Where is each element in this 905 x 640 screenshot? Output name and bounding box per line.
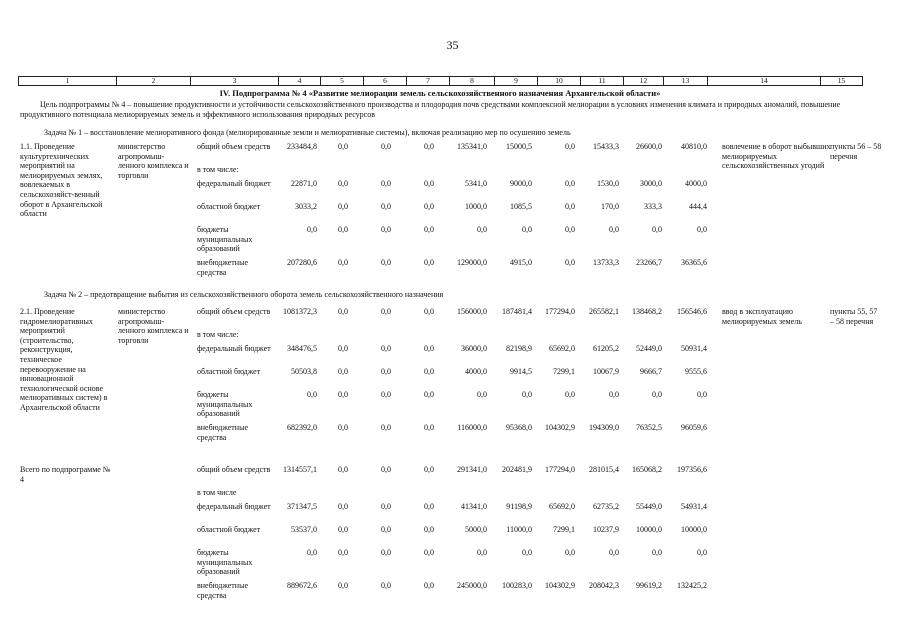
reference: пункты 56 – 58 перечня — [830, 142, 882, 161]
amount-cell: 52449,0 — [636, 344, 662, 353]
header-col-5: 5 — [321, 77, 364, 86]
measure-name: 1.1. Проведение культуртехнических мероприятий на мелиорируемых землях, вовлекаемых в сельскохозяйст-венный оборот в Архангельской области — [20, 142, 103, 219]
amount-cell: 0,0 — [522, 390, 532, 399]
amount-cell: 0,0 — [338, 548, 348, 557]
amount-cell: 187481,4 — [502, 307, 532, 316]
header-col-4: 4 — [279, 77, 321, 86]
amount-cell: 4000,0 — [465, 367, 487, 376]
amount-cell: 0,0 — [424, 502, 434, 511]
amount-cell: 333,3 — [644, 202, 662, 211]
amount-cell: 10000,0 — [681, 525, 707, 534]
amount-cell: 0,0 — [381, 548, 391, 557]
amount-cell: 0,0 — [477, 225, 487, 234]
amount-cell: 1000,0 — [465, 202, 487, 211]
amount-cell: 0,0 — [381, 344, 391, 353]
measure-name: Всего по подпрограмме № 4 — [20, 465, 111, 484]
amount-cell: 0,0 — [424, 142, 434, 151]
amount-cell: 207280,6 — [287, 258, 317, 267]
amount-cell: 208042,3 — [589, 581, 619, 590]
column-number-header — [18, 76, 863, 86]
amount-cell: 0,0 — [424, 581, 434, 590]
amount-cell: 26600,0 — [636, 142, 662, 151]
amount-cell: 40810,0 — [681, 142, 707, 151]
amount-cell: 0,0 — [338, 179, 348, 188]
header-col-14: 14 — [708, 77, 821, 86]
header-col-10: 10 — [538, 77, 581, 86]
amount-cell: 682392,0 — [287, 423, 317, 432]
amount-cell: 156546,6 — [677, 307, 707, 316]
funding-source: внебюджетные средства — [197, 258, 248, 277]
amount-cell: 0,0 — [565, 390, 575, 399]
amount-cell: 0,0 — [424, 548, 434, 557]
amount-cell: 100283,0 — [502, 581, 532, 590]
funding-source: внебюджетные средства — [197, 581, 248, 600]
amount-cell: 0,0 — [307, 390, 317, 399]
amount-cell: 371347,5 — [287, 502, 317, 511]
amount-cell: 50931,4 — [681, 344, 707, 353]
amount-cell: 1085,5 — [510, 202, 532, 211]
funding-source: бюджеты муниципальных образований — [197, 548, 253, 577]
amount-cell: 36000,0 — [461, 344, 487, 353]
amount-cell: 104302,9 — [545, 423, 575, 432]
amount-cell: 0,0 — [381, 179, 391, 188]
amount-cell: 0,0 — [609, 548, 619, 557]
amount-cell: 0,0 — [477, 390, 487, 399]
subprogram-title: IV. Подпрограмма № 4 «Развитие мелиорации земель сельскохозяйственного назначения Архангельской области» — [219, 88, 661, 98]
amount-cell: 82198,9 — [506, 344, 532, 353]
funding-source: в том числе: — [197, 165, 239, 174]
header-col-12: 12 — [624, 77, 664, 86]
amount-cell: 265582,1 — [589, 307, 619, 316]
amount-cell: 0,0 — [477, 548, 487, 557]
funding-source: общий объем средств — [197, 307, 271, 316]
amount-cell: 233484,8 — [287, 142, 317, 151]
amount-cell: 91198,9 — [506, 502, 532, 511]
funding-source: в том числе — [197, 488, 237, 497]
amount-cell: 15000,5 — [506, 142, 532, 151]
amount-cell: 0,0 — [381, 142, 391, 151]
amount-cell: 3000,0 — [640, 179, 662, 188]
header-col-9: 9 — [495, 77, 538, 86]
amount-cell: 10067,9 — [593, 367, 619, 376]
executor: министерство агропромыш-ленного комплекса и торговли — [118, 307, 189, 345]
funding-source: бюджеты муниципальных образований — [197, 225, 253, 254]
amount-cell: 13733,3 — [593, 258, 619, 267]
amount-cell: 0,0 — [565, 258, 575, 267]
amount-cell: 10237,9 — [593, 525, 619, 534]
task-2-heading: Задача № 2 – предотвращение выбытия из сельскохозяйственного оборота земель сельскохозяйственного назначения — [44, 290, 444, 299]
amount-cell: 0,0 — [424, 344, 434, 353]
amount-cell: 170,0 — [601, 202, 619, 211]
funding-source: общий объем средств — [197, 142, 271, 151]
amount-cell: 177294,0 — [545, 465, 575, 474]
amount-cell: 0,0 — [609, 390, 619, 399]
amount-cell: 0,0 — [381, 465, 391, 474]
amount-cell: 5000,0 — [465, 525, 487, 534]
header-col-8: 8 — [450, 77, 495, 86]
amount-cell: 9914,5 — [510, 367, 532, 376]
amount-cell: 0,0 — [381, 581, 391, 590]
amount-cell: 0,0 — [307, 225, 317, 234]
funding-source: бюджеты муниципальных образований — [197, 390, 253, 419]
amount-cell: 0,0 — [424, 525, 434, 534]
expected-result: вовлечение в оборот выбывших мелиорируемых сельскохозяйственных угодий — [722, 142, 831, 171]
amount-cell: 0,0 — [338, 581, 348, 590]
amount-cell: 0,0 — [697, 548, 707, 557]
header-col-6: 6 — [364, 77, 407, 86]
header-col-11: 11 — [581, 77, 624, 86]
amount-cell: 0,0 — [424, 390, 434, 399]
amount-cell: 55449,0 — [636, 502, 662, 511]
amount-cell: 889672,6 — [287, 581, 317, 590]
amount-cell: 4000,0 — [685, 179, 707, 188]
amount-cell: 99619,2 — [636, 581, 662, 590]
amount-cell: 0,0 — [338, 465, 348, 474]
header-col-3: 3 — [191, 77, 279, 86]
amount-cell: 7299,1 — [553, 367, 575, 376]
funding-source: в том числе: — [197, 330, 239, 339]
amount-cell: 0,0 — [338, 202, 348, 211]
amount-cell: 291341,0 — [457, 465, 487, 474]
amount-cell: 0,0 — [338, 344, 348, 353]
amount-cell: 0,0 — [381, 202, 391, 211]
amount-cell: 9666,7 — [640, 367, 662, 376]
funding-source: областной бюджет — [197, 367, 261, 376]
funding-source: областной бюджет — [197, 202, 261, 211]
amount-cell: 0,0 — [565, 142, 575, 151]
amount-cell: 0,0 — [565, 548, 575, 557]
amount-cell: 22871,0 — [291, 179, 317, 188]
amount-cell: 156000,0 — [457, 307, 487, 316]
header-col-15: 15 — [821, 77, 863, 86]
amount-cell: 0,0 — [424, 179, 434, 188]
task-1-heading: Задача № 1 – восстановление мелиоративного фонда (мелиорированные земли и мелиоративные системы), включая реализацию мер по осушению земель — [44, 128, 571, 137]
amount-cell: 0,0 — [424, 423, 434, 432]
expected-result: ввод в эксплуатацию мелиорируемых земель — [722, 307, 802, 326]
amount-cell: 65692,0 — [549, 344, 575, 353]
amount-cell: 132425,2 — [677, 581, 707, 590]
amount-cell: 0,0 — [697, 225, 707, 234]
amount-cell: 0,0 — [381, 423, 391, 432]
funding-source: общий объем средств — [197, 465, 271, 474]
amount-cell: 54931,4 — [681, 502, 707, 511]
amount-cell: 202481,9 — [502, 465, 532, 474]
amount-cell: 62735,2 — [593, 502, 619, 511]
amount-cell: 61205,2 — [593, 344, 619, 353]
amount-cell: 0,0 — [338, 225, 348, 234]
amount-cell: 5341,0 — [465, 179, 487, 188]
amount-cell: 53537,0 — [291, 525, 317, 534]
amount-cell: 76352,5 — [636, 423, 662, 432]
amount-cell: 1081372,3 — [283, 307, 317, 316]
amount-cell: 9000,0 — [510, 179, 532, 188]
amount-cell: 0,0 — [338, 502, 348, 511]
amount-cell: 0,0 — [338, 423, 348, 432]
amount-cell: 0,0 — [652, 390, 662, 399]
amount-cell: 0,0 — [338, 367, 348, 376]
amount-cell: 138468,2 — [632, 307, 662, 316]
funding-source: внебюджетные средства — [197, 423, 248, 442]
amount-cell: 36365,6 — [681, 258, 707, 267]
amount-cell: 165068,2 — [632, 465, 662, 474]
amount-cell: 96059,6 — [681, 423, 707, 432]
amount-cell: 0,0 — [381, 525, 391, 534]
amount-cell: 0,0 — [565, 225, 575, 234]
amount-cell: 0,0 — [381, 367, 391, 376]
amount-cell: 0,0 — [522, 225, 532, 234]
amount-cell: 281015,4 — [589, 465, 619, 474]
amount-cell: 50503,8 — [291, 367, 317, 376]
amount-cell: 0,0 — [609, 225, 619, 234]
amount-cell: 0,0 — [652, 548, 662, 557]
amount-cell: 65692,0 — [549, 502, 575, 511]
amount-cell: 0,0 — [565, 179, 575, 188]
amount-cell: 11000,0 — [506, 525, 532, 534]
amount-cell: 95368,0 — [506, 423, 532, 432]
amount-cell: 9555,6 — [685, 367, 707, 376]
amount-cell: 135341,0 — [457, 142, 487, 151]
amount-cell: 0,0 — [381, 225, 391, 234]
amount-cell: 0,0 — [652, 225, 662, 234]
amount-cell: 0,0 — [424, 258, 434, 267]
page-number: 35 — [446, 38, 459, 52]
amount-cell: 245000,0 — [457, 581, 487, 590]
amount-cell: 0,0 — [565, 202, 575, 211]
amount-cell: 0,0 — [338, 307, 348, 316]
amount-cell: 348476,5 — [287, 344, 317, 353]
amount-cell: 0,0 — [424, 465, 434, 474]
funding-source: федеральный бюджет — [197, 344, 271, 353]
amount-cell: 1314557,1 — [283, 465, 317, 474]
amount-cell: 41341,0 — [461, 502, 487, 511]
amount-cell: 10000,0 — [636, 525, 662, 534]
amount-cell: 177294,0 — [545, 307, 575, 316]
reference: пункты 55, 57 – 58 перечня — [830, 307, 878, 326]
amount-cell: 0,0 — [307, 548, 317, 557]
amount-cell: 0,0 — [697, 390, 707, 399]
amount-cell: 0,0 — [424, 225, 434, 234]
amount-cell: 0,0 — [338, 258, 348, 267]
amount-cell: 116000,0 — [457, 423, 487, 432]
amount-cell: 7299,1 — [553, 525, 575, 534]
funding-source: федеральный бюджет — [197, 502, 271, 511]
amount-cell: 197356,6 — [677, 465, 707, 474]
header-col-7: 7 — [407, 77, 450, 86]
amount-cell: 23266,7 — [636, 258, 662, 267]
amount-cell: 104302,9 — [545, 581, 575, 590]
amount-cell: 0,0 — [522, 548, 532, 557]
funding-source: областной бюджет — [197, 525, 261, 534]
amount-cell: 15433,3 — [593, 142, 619, 151]
header-col-13: 13 — [664, 77, 708, 86]
amount-cell: 1530,0 — [597, 179, 619, 188]
amount-cell: 0,0 — [381, 307, 391, 316]
amount-cell: 0,0 — [381, 390, 391, 399]
amount-cell: 0,0 — [338, 525, 348, 534]
header-col-2: 2 — [117, 77, 191, 86]
amount-cell: 0,0 — [381, 502, 391, 511]
amount-cell: 4915,0 — [510, 258, 532, 267]
funding-source: федеральный бюджет — [197, 179, 271, 188]
amount-cell: 194309,0 — [589, 423, 619, 432]
executor: министерство агропромыш-ленного комплекса и торговли — [118, 142, 189, 180]
amount-cell: 129000,0 — [457, 258, 487, 267]
measure-name: 2.1. Проведение гидромелиоративных мероприятий (строительство, реконструкция, техническое перевооружение на инновационной технологической основе мелиоративных систем) в Архангельской области — [20, 307, 108, 412]
amount-cell: 444,4 — [689, 202, 707, 211]
amount-cell: 0,0 — [424, 367, 434, 376]
amount-cell: 0,0 — [338, 390, 348, 399]
amount-cell: 3033,2 — [295, 202, 317, 211]
goal-text: Цель подпрограммы № 4 – повышение продуктивности и устойчивости сельскохозяйственного производства и плодородия почв средствами комплексной мелиорации в условиях изменения климата и природных аномалий, повышение продуктивного потенциала мелиорируемых земель и эффективного использования природных ресурсов — [20, 100, 841, 119]
amount-cell: 0,0 — [424, 202, 434, 211]
header-col-1: 1 — [19, 77, 117, 86]
amount-cell: 0,0 — [381, 258, 391, 267]
amount-cell: 0,0 — [424, 307, 434, 316]
amount-cell: 0,0 — [338, 142, 348, 151]
